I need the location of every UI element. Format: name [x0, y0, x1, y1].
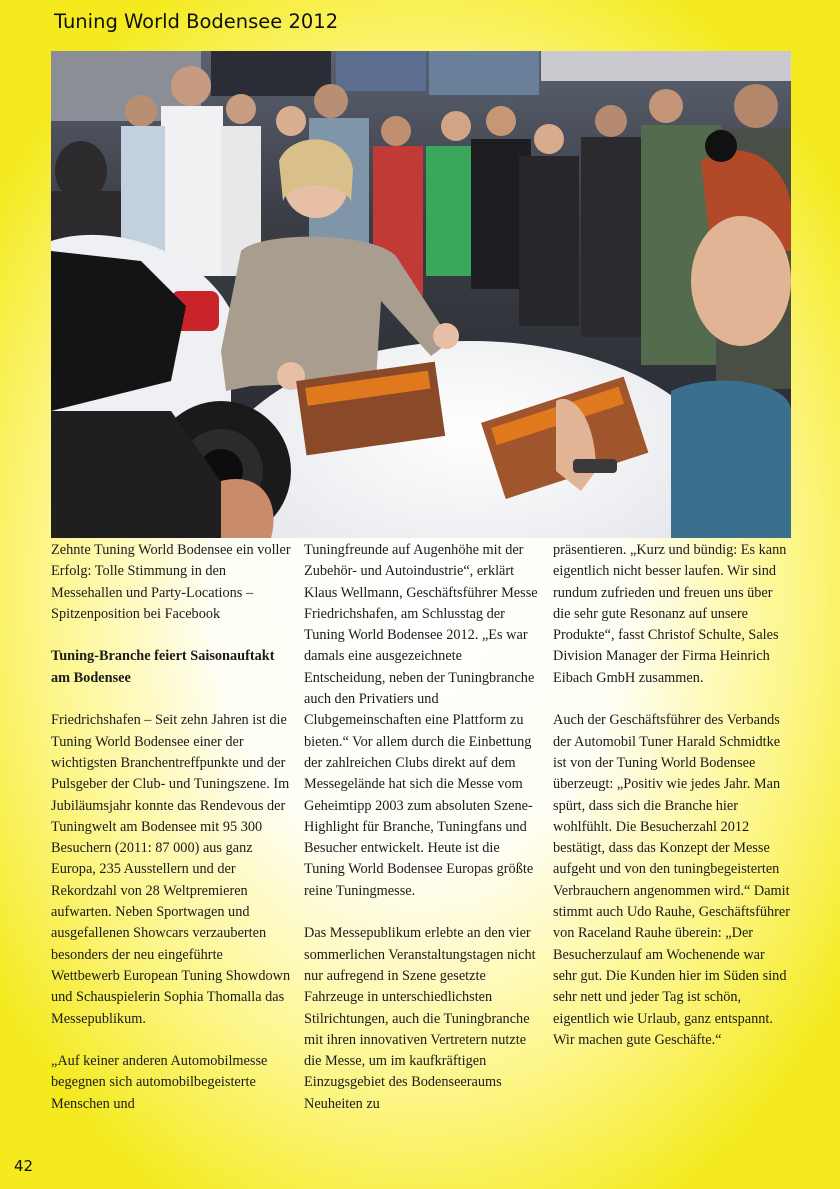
page-title: Tuning World Bodensee 2012: [54, 10, 339, 33]
page-number: 42: [14, 1157, 34, 1175]
event-photo: [51, 51, 791, 538]
photo-image: [51, 51, 791, 538]
paragraph: Auch der Geschäftsführer des Verbands der Automobil Tuner Harald Schmidtke ist von der Tuning World Bodensee überzeugt: „Positiv wie jedes Jahr. Man spürt, dass sich die Branche hier wohlfühlt. Die Besucherzahl 2012 bestätigt, dass das Konzept der Messe aufgeht und von den tuningbegeisterten Verbrauchern angenommen wird.“ Damit stimmt auch Udo Rauhe, Geschäftsführer von Raceland Rauhe überein: „Der Besucherzulauf am Wochenende war sehr gut. Die Kunden hier im Süden sind sehr nett und jeder Tag ist schön, eigentlich wie Urlaub, ganz entspannt. Wir machen gute Geschäfte.“: [553, 712, 791, 1048]
paragraph: Das Messepublikum erlebte an den vier sommerlichen Veranstaltungstagen nicht nur aufregend in Szene gesetzte Fahrzeuge in unterschiedlichsten Stilrichtungen, auch die Tuningbranche mit ihren innovativen Vertretern nutzte die Messe, um im kaufkräftigen Einzugsgebiet des Bodenseeraums Neuheiten zu: [304, 925, 536, 1112]
text-column-2: [304, 540, 540, 1115]
article-subheading: Tuning-Branche feiert Saisonauftakt am Bodensee: [51, 648, 275, 686]
paragraph: Friedrichshafen – Seit zehn Jahren ist die Tuning World Bodensee einer der wichtigsten Branchentreffpunkte und der Pulsgeber der Club- und Tuningszene. Im Jubiläumsjahr konnte das Rendevous der Tuningwelt am Bodensee mit 95 300 Besuchern (2011: 87 000) aus ganz Europa, 235 Ausstellern und der Rekordzahl von 28 Weltpremieren aufwarten. Neben Sportwagen und ausgefallenen Showcars verzauberten besonders der neu eingeführte Wettbewerb European Tuning Showdown und Schauspielerin Sophia Thomalla das Messepublikum.: [51, 712, 291, 1027]
paragraph: „Auf keiner anderen Automobilmesse begegnen sich automobilbegeisterte Menschen und: [51, 1053, 268, 1112]
photo-caption: Zehnte Tuning World Bodensee ein voller Erfolg: Tolle Stimmung in den Messehallen und Party-Locations – Spitzenposition bei Facebook: [51, 542, 291, 622]
paragraph: präsentieren. „Kurz und bündig: Es kann eigentlich nicht besser laufen. Wir sind rundum zufrieden und freuen uns über die sehr gute Resonanz auf unsere Produkte“, fasst Christof Schulte, Sales Division Manager der Firma Heinrich Eibach GmbH zusammen.: [553, 542, 787, 686]
text-column-3: [553, 540, 791, 1051]
paragraph: Tuningfreunde auf Augenhöhe mit der Zubehör- und Autoindustrie“, erklärt Klaus Wellmann, Geschäftsführer Messe Friedrichshafen, am Schlusstag der Tuning World Bodensee 2012. „Es war damals eine ausgezeichnete Entscheidung, neben der Tuningbranche auch den Privatiers und Clubgemeinschaften eine Plattform zu bieten.“ Vor allem durch die Einbettung der zahlreichen Clubs direkt auf dem Messegelände hat sich die Messe vom Geheimtipp 2003 zum absoluten Szene-Highlight für Branche, Tuningfans und Besucher entwickelt. Heute ist die Tuning World Bodensee Europas größte reine Tuningmesse.: [304, 542, 538, 899]
text-column-1: [51, 540, 291, 1115]
